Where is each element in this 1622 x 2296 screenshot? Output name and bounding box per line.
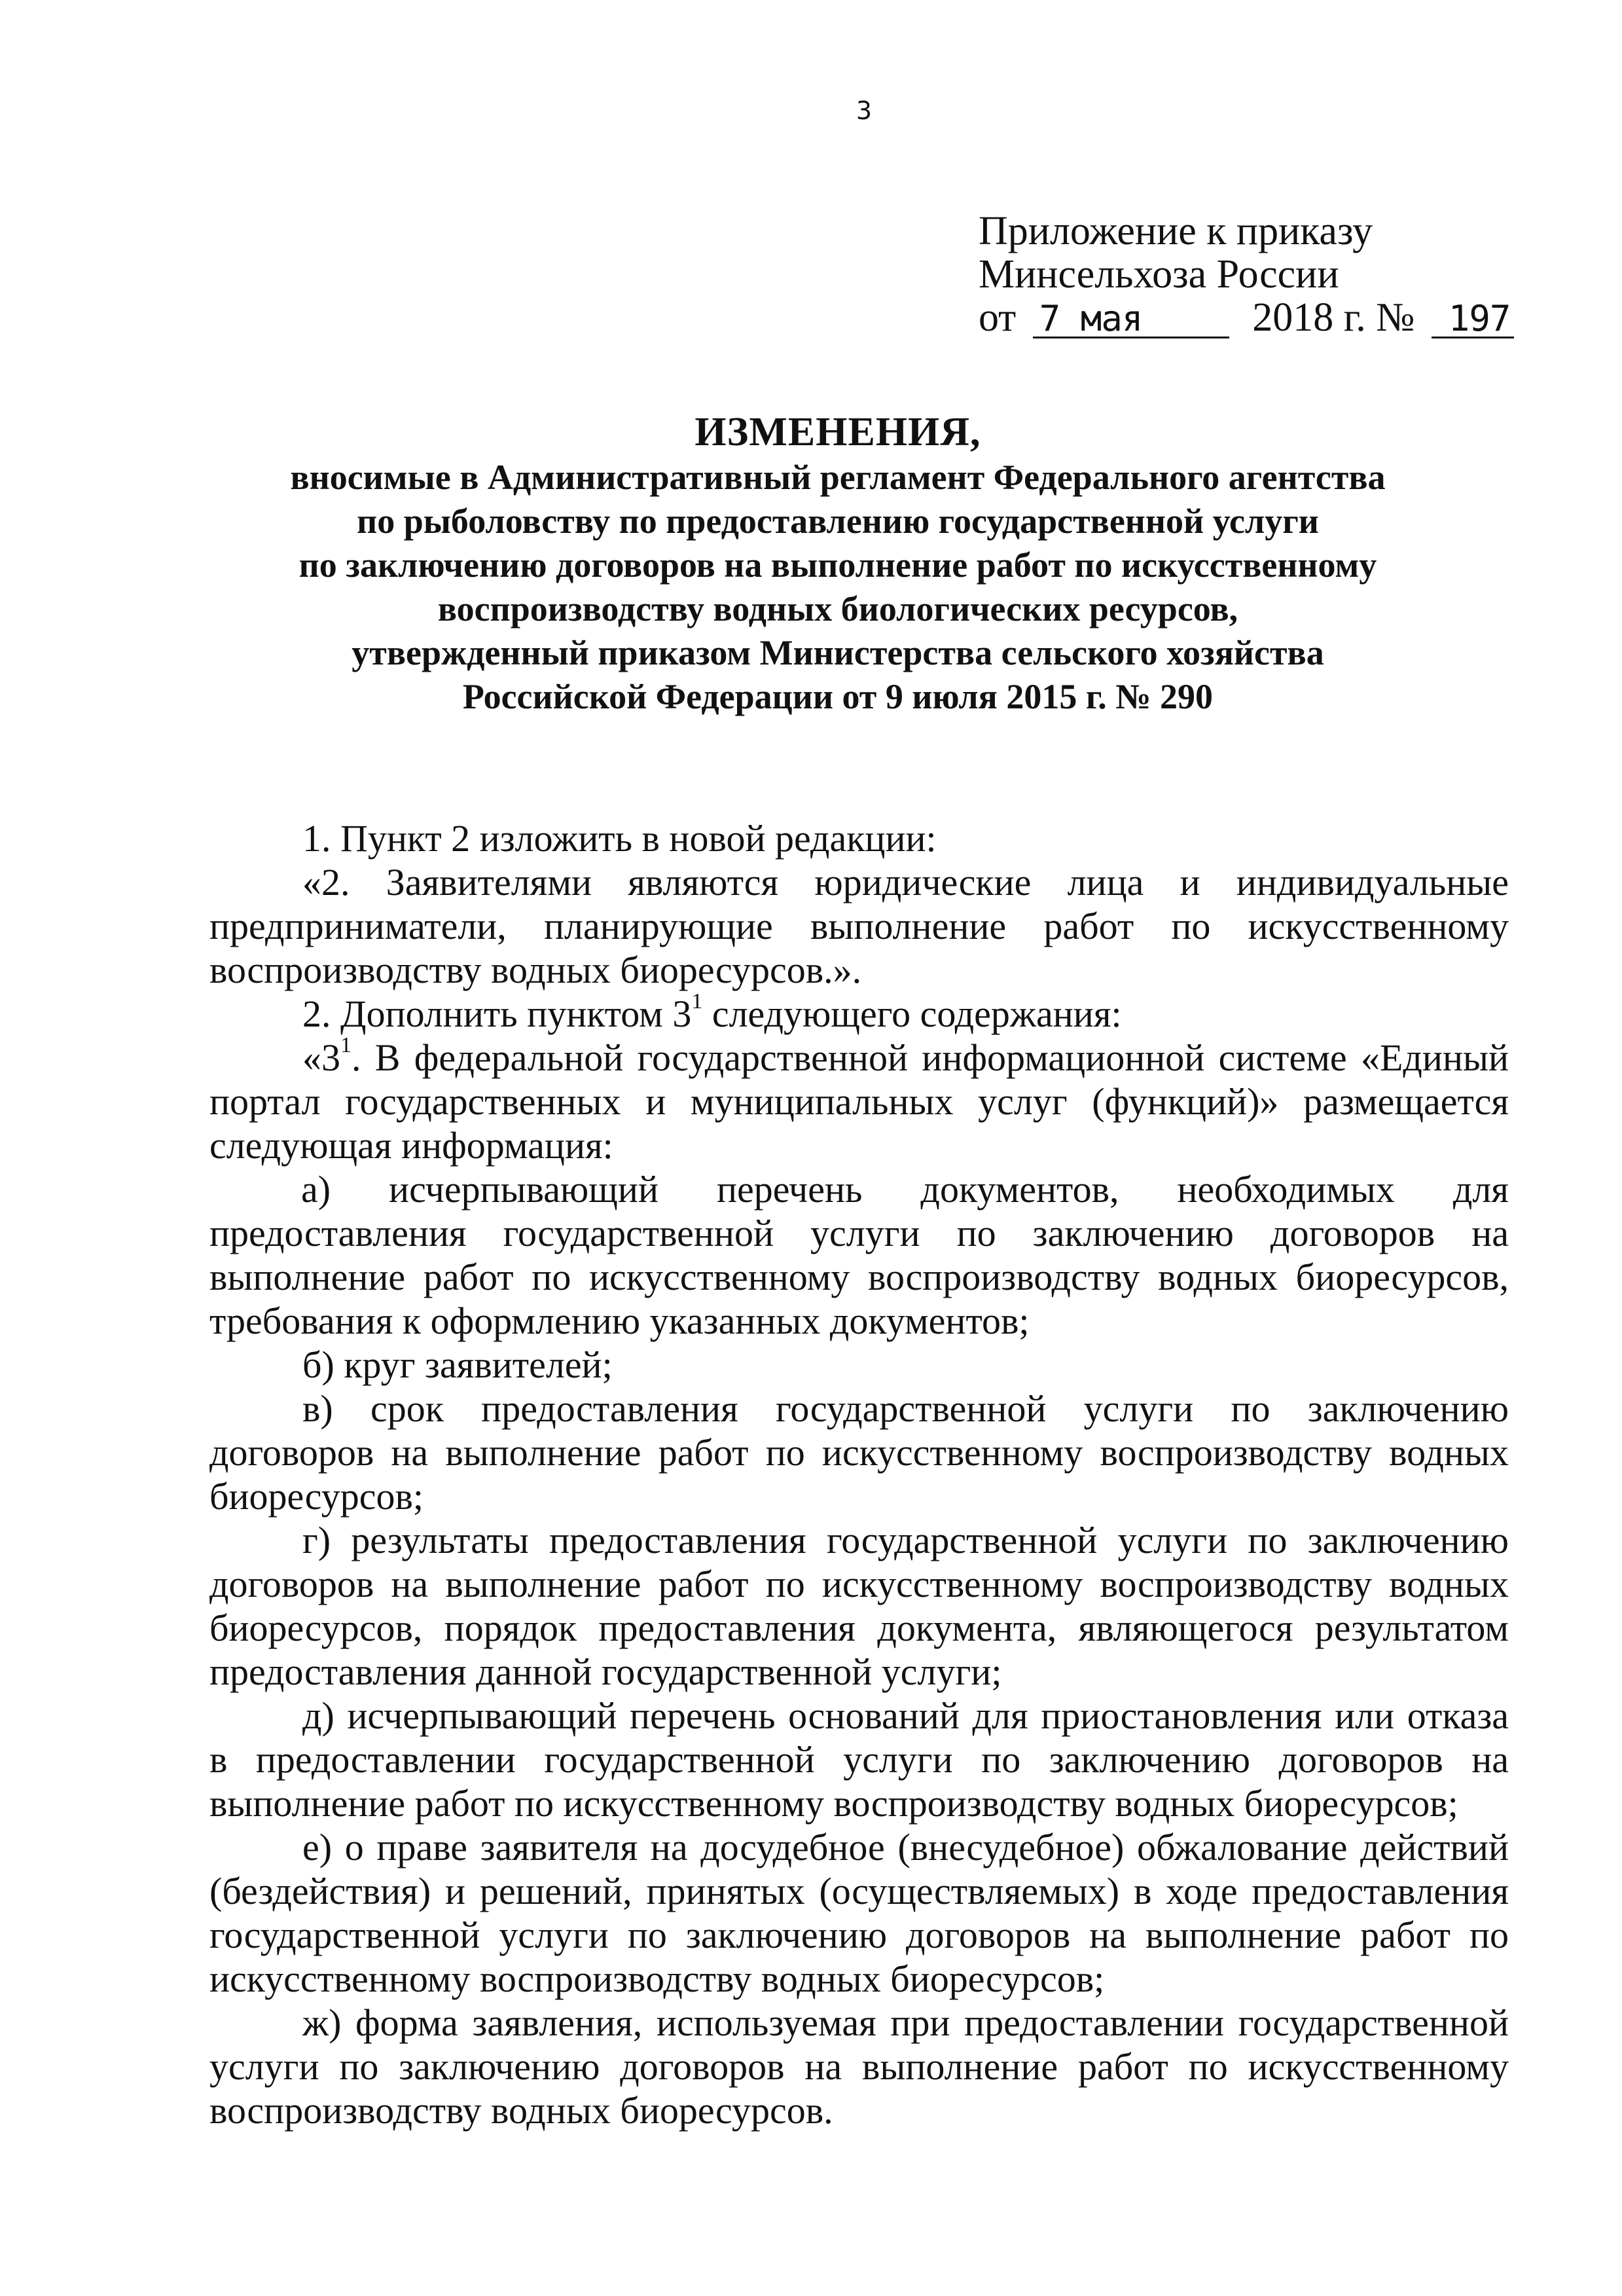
heading-line-5: утвержденный приказом Министерства сельского хозяйства (351, 633, 1324, 672)
document-body (209, 816, 1509, 2132)
paragraph-point-3-1-text (209, 1033, 1509, 1167)
heading-line-4: воспроизводству водных биологических ресурсов, (437, 589, 1238, 629)
appendix-line-2: Минсельхоза России (979, 252, 1339, 297)
heading-line-6: Российской Федерации от 9 июля 2015 г. № 290 (462, 677, 1214, 716)
handwritten-date: 7 мая (1033, 301, 1229, 338)
superscript-one: 1 (340, 1033, 351, 1057)
paragraph-point-2-instruction: 1. Пункт 2 изложить в новой редакции: (302, 817, 937, 860)
heading-title: ИЗМЕНЕНИЯ, (694, 410, 981, 454)
superscript-one: 1 (691, 989, 703, 1013)
document-heading (196, 409, 1479, 719)
list-item-e: е) о праве заявителя на досудебное (внесудебное) обжалование действий (бездействия) и решений, принятых (осуществляемых) в ходе предоставления государственной услуги по заключению договоров на выполнение работ по искусственному воспроизводству водных биоресурсов; (209, 1826, 1509, 2000)
appendix-line-1: Приложение к приказу (979, 209, 1373, 253)
handwritten-order-number: 197 (1432, 301, 1514, 338)
appendix-date-number-line (979, 295, 1511, 340)
heading-line-1: вносимые в Административный регламент Федерального агентства (290, 458, 1386, 497)
list-item-d: д) исчерпывающий перечень оснований для приостановления или отказа в предоставлении государственной услуги по заключению договоров на выполнение работ по искусственному воспроизводству водных биоресурсов; (209, 1694, 1509, 1825)
list-item-zh: ж) форма заявления, используемая при предоставлении государственной услуги по заключению договоров на выполнение работ по искусственному воспроизводству водных биоресурсов. (209, 2001, 1509, 2132)
page-number: 3 (856, 96, 873, 125)
point-3-1-instruction-end: следующего содержания: (702, 993, 1122, 1035)
list-item-a: а) исчерпывающий перечень документов, необходимых для предоставления государственной услуги по заключению договоров на выполнение работ по искусственному воспроизводству водных биоресурсов, требования к оформлению указанных документов; (209, 1168, 1509, 1342)
paragraph-point-3-1-instruction (209, 989, 1509, 1036)
point-3-1-text-end: . В федеральной государственной информационной системе «Единый портал государственных и муниципальных услуг (функций)» размещается следующая информация: (209, 1036, 1509, 1167)
point-3-1-text-start: «3 (302, 1036, 340, 1079)
heading-line-2: по рыболовству по предоставлению государственной услуги (357, 501, 1319, 541)
list-item-g: г) результаты предоставления государственной услуги по заключению договоров на выполнение работ по искусственному воспроизводству водных биоресурсов, порядок предоставления документа, являющегося результатом предоставления данной государственной услуги; (209, 1519, 1509, 1693)
list-item-v: в) срок предоставления государственной услуги по заключению договоров на выполнение работ по искусственному воспроизводству водных биоресурсов; (209, 1387, 1509, 1518)
paragraph-point-2-text: «2. Заявителями являются юридические лица и индивидуальные предприниматели, планирующие выполнение работ по искусственному воспроизводству водных биоресурсов.». (209, 861, 1509, 991)
year-number-label: 2018 г. № (1252, 295, 1415, 340)
heading-line-3: по заключению договоров на выполнение работ по искусственному (298, 545, 1377, 585)
from-label: от (979, 295, 1017, 340)
list-item-b: б) круг заявителей; (302, 1343, 613, 1386)
point-3-1-instruction-start: 2. Дополнить пунктом 3 (302, 993, 692, 1035)
appendix-block (979, 209, 1511, 340)
